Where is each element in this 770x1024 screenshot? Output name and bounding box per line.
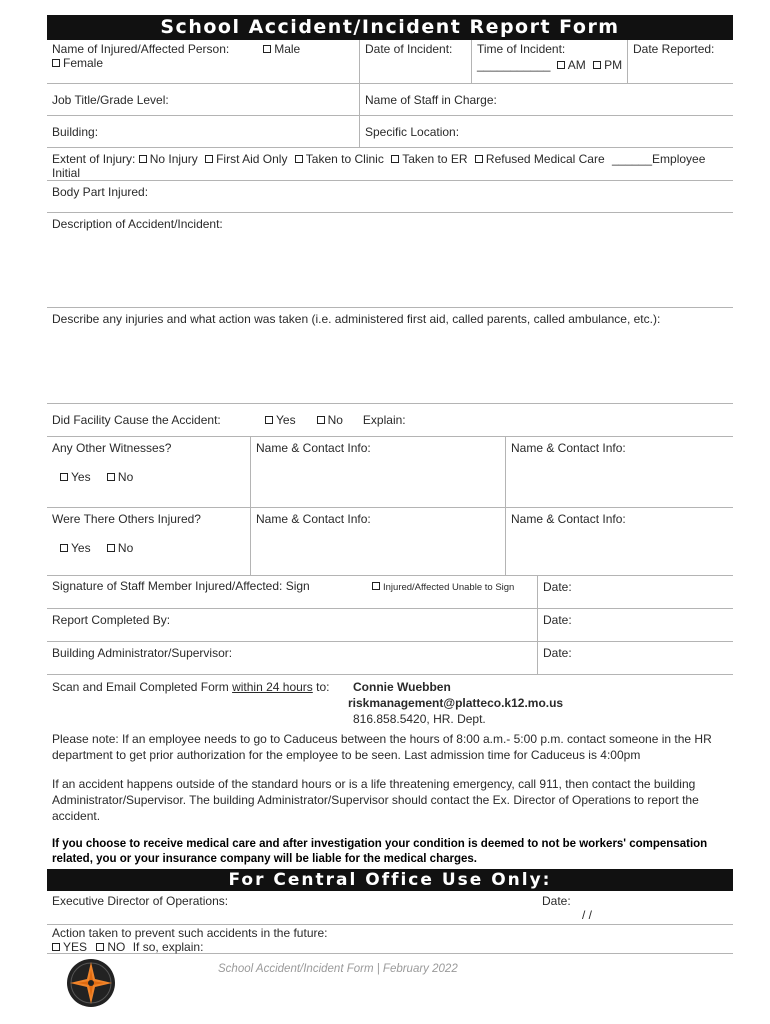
date-reported-cell[interactable] [627,40,733,83]
compass-logo [66,958,116,1008]
signature-cell[interactable] [47,576,367,608]
building-cell[interactable] [47,123,359,141]
time-of-incident-cell[interactable] [471,40,627,83]
action-yes-checkbox[interactable] [52,943,60,951]
others-yes-label: Yes [71,541,91,555]
exec-director-cell[interactable] [47,891,537,924]
witnesses-cell [47,437,250,507]
facility-yes-label: Yes [276,413,296,427]
liability-warning: If you choose to receive medical care and after investigation your condition is deemed to not be workers' compensation related, you or your insurance company will be liable for the medical charges. [52,838,708,865]
witnesses-yes-checkbox[interactable] [60,473,68,481]
row-building-admin [47,642,733,675]
refused-checkbox[interactable] [475,155,483,163]
report-completed-label: Report Completed By: [52,613,171,627]
action-yes-label: YES [63,940,88,954]
witness-contact-2-label: Name & Contact Info: [511,441,626,455]
am-option[interactable] [557,58,586,72]
extent-first-aid[interactable] [205,152,287,166]
witness-contact-1-cell[interactable] [250,437,505,507]
unable-to-sign-label: Injured/Affected Unable to Sign [383,582,515,593]
exec-date-label: Date: [542,894,571,908]
row-exec-director [47,891,733,925]
date-reported-label: Date Reported: [633,42,715,56]
no-injury-checkbox[interactable] [139,155,147,163]
staff-in-charge-cell[interactable] [359,84,733,115]
row-building [47,116,733,148]
job-title-label: Job Title/Grade Level: [52,92,169,107]
scan-suffix: to: [312,680,330,694]
specific-location-cell[interactable] [359,116,733,147]
others-yes-checkbox[interactable] [60,544,68,552]
row-body-part [47,181,733,213]
pm-label: PM [604,58,623,72]
body-part-cell[interactable] [47,181,733,212]
description-cell[interactable] [47,213,733,307]
action-taken-cell[interactable] [47,925,733,953]
contact-email[interactable]: riskmanagement@platteco.k12.mo.us [348,696,564,710]
caduceus-note: Please note: If an employee needs to go to Caduceus between the hours of 8:00 a.m.- 5:00 p.m. contact someone in the HR department to get prior authorization for the employee to be seen. Last admission time for Caduceus is 4:00pm [52,732,712,762]
female-label: Female [63,56,104,70]
others-injured-cell [47,508,250,575]
unable-to-sign-checkbox[interactable] [372,582,380,590]
employee-initial[interactable]: ______Employee Initial [52,152,706,180]
action-taken-label: Action taken to prevent such accidents in the future: [52,926,328,940]
row-signature [47,576,733,609]
extent-label: Extent of Injury: [52,152,136,166]
male-option[interactable] [263,42,300,56]
clinic-label: Taken to Clinic [305,152,384,166]
action-no-checkbox[interactable] [96,943,104,951]
witnesses-no-checkbox[interactable] [107,473,115,481]
facility-no-label: No [327,413,343,427]
male-label: Male [274,42,301,56]
row-injuries-action [47,308,733,404]
facility-explain-label: Explain: [362,413,406,427]
first-aid-checkbox[interactable] [205,155,213,163]
er-checkbox[interactable] [391,155,399,163]
injuries-action-label: Describe any injuries and what action was taken (i.e. administered first aid, called parents, called ambulance, etc.): [52,312,661,326]
row-job-title [47,84,733,116]
central-office-title: For Central Office Use Only: [47,869,733,891]
others-yes-option[interactable] [60,541,91,555]
unable-to-sign-cell[interactable] [367,576,537,608]
facility-cause-cell [47,411,733,429]
footer-text: School Accident/Incident Form | February 2022 [218,963,458,975]
witnesses-no-label: No [117,470,134,484]
signature-date-cell[interactable] [537,576,733,608]
row-others-injured [47,508,733,576]
row-extent-of-injury [47,148,733,181]
admin-date-label: Date: [543,646,572,660]
others-no-checkbox[interactable] [107,544,115,552]
row-description [47,213,733,308]
description-label: Description of Accident/Incident: [52,217,223,231]
male-checkbox[interactable] [263,45,271,53]
action-no-option[interactable] [96,940,125,954]
extent-clinic[interactable] [295,152,384,166]
no-injury-label: No Injury [149,152,198,166]
body-part-label: Body Part Injured: [52,185,149,199]
report-date-label: Date: [543,613,572,627]
female-checkbox[interactable] [52,59,60,67]
contact-name: Connie Wuebben [353,680,451,694]
after-hours-note: If an accident happens outside of the standard hours or is a life threatening emergency, call 911, then contact the building Administrator/Supervisor. The building Administrator/Supervisor should contact the Ex. Director of Operations to report the accident. [52,777,699,823]
specific-location-label: Specific Location: [365,124,460,139]
row-witnesses [47,437,733,508]
er-label: Taken to ER [402,152,468,166]
row-facility-cause [47,404,733,437]
facility-no-option[interactable] [317,413,343,427]
extent-refused[interactable] [475,152,605,166]
injured-name-label: Name of Injured/Affected Person: [52,42,230,56]
time-blank: ___________ [477,58,551,72]
contact-phone: 816.858.5420, HR. Dept. [353,712,486,726]
scan-prefix: Scan and Email Completed Form [52,680,233,694]
injured-contact-1-cell[interactable] [250,508,505,575]
am-label: AM [567,58,586,72]
others-injured-label: Were There Others Injured? [52,512,201,526]
facility-no-checkbox[interactable] [317,416,325,424]
action-no-label: NO [107,940,126,954]
pm-option[interactable] [593,58,622,72]
pm-checkbox[interactable] [593,61,601,69]
witnesses-label: Any Other Witnesses? [52,441,172,455]
others-no-option[interactable] [107,541,133,555]
injured-contact-1-label: Name & Contact Info: [256,512,371,526]
staff-in-charge-label: Name of Staff in Charge: [365,92,497,107]
report-date-cell[interactable] [537,609,733,641]
injured-name-cell[interactable] [47,40,359,83]
accident-report-form [47,15,733,954]
witnesses-yes-label: Yes [71,470,91,484]
witnesses-no-option[interactable] [107,470,133,484]
job-title-cell[interactable] [47,91,359,109]
others-no-label: No [117,541,134,555]
building-label: Building: [52,124,99,139]
extent-no-injury[interactable] [139,152,198,166]
witness-contact-1-label: Name & Contact Info: [256,441,371,455]
witnesses-yes-option[interactable] [60,470,91,484]
form-title: School Accident/Incident Report Form [47,15,733,40]
refused-label: Refused Medical Care [485,152,605,166]
building-admin-cell[interactable] [47,642,537,674]
date-of-incident-label: Date of Incident: [365,42,453,56]
exec-date-slashes: / / [582,908,593,922]
first-aid-label: First Aid Only [216,152,288,166]
am-checkbox[interactable] [557,61,565,69]
if-so-explain: If so, explain: [132,940,204,954]
admin-date-cell[interactable] [537,642,733,674]
exec-date-cell[interactable] [537,891,733,924]
row-action-taken [47,925,733,954]
signature-label: Signature of Staff Member Injured/Affected: Sign [52,579,310,593]
clinic-checkbox[interactable] [295,155,303,163]
injured-contact-2-label: Name & Contact Info: [511,512,626,526]
female-option[interactable] [52,56,354,70]
row-report-completed [47,609,733,642]
extent-er[interactable] [391,152,467,166]
report-completed-cell[interactable] [47,609,537,641]
scan-deadline: within 24 hours [232,680,313,694]
exec-director-label: Executive Director of Operations: [52,894,229,908]
time-of-incident-label: Time of Incident: [477,42,566,56]
injured-contact-2-cell[interactable] [505,508,733,575]
facility-yes-option[interactable] [265,413,296,427]
facility-yes-checkbox[interactable] [265,416,273,424]
date-of-incident-cell[interactable] [359,40,471,83]
extent-of-injury-cell [47,148,733,180]
injuries-action-cell[interactable] [47,308,733,403]
signature-date-label: Date: [543,580,572,594]
action-yes-option[interactable] [52,940,87,954]
building-admin-label: Building Administrator/Supervisor: [52,646,233,660]
scan-email-instructions [47,677,733,729]
row-injured-person [47,40,733,84]
facility-cause-label: Did Facility Cause the Accident: [52,413,221,427]
witness-contact-2-cell[interactable] [505,437,733,507]
